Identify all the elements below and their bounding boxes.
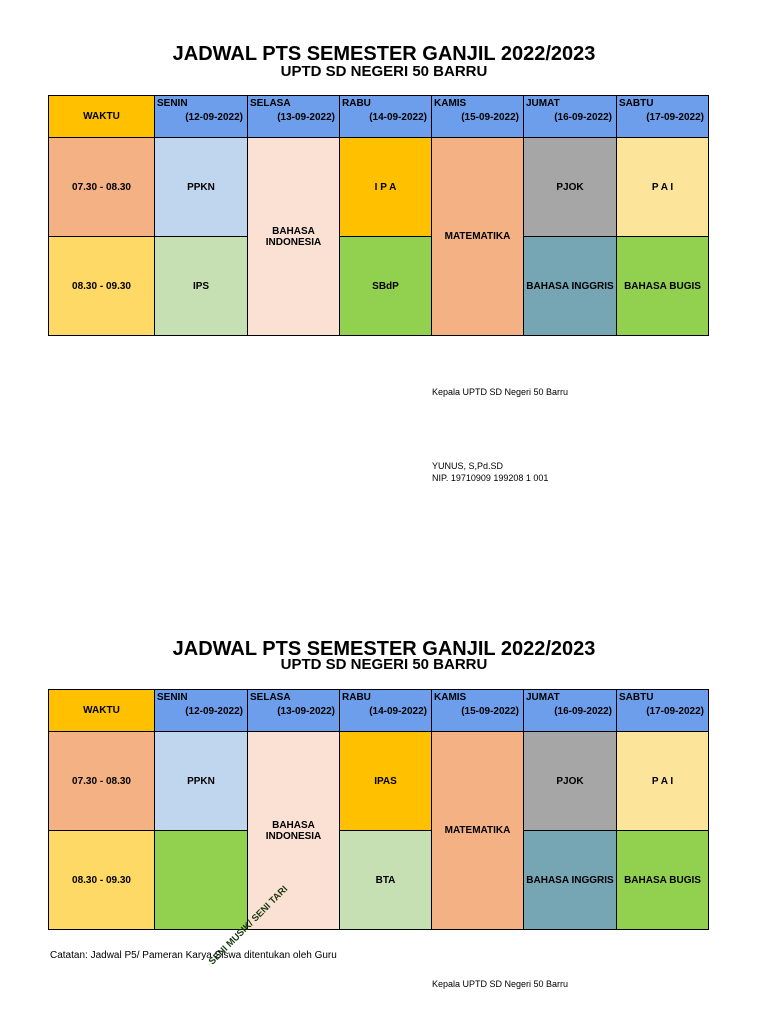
header-selasa: SELASA (13-09-2022) xyxy=(248,690,340,732)
schedule2-title: JADWAL PTS SEMESTER GANJIL 2022/2023 xyxy=(172,638,596,660)
header-jumat: JUMAT (16-09-2022) xyxy=(524,690,617,732)
cell-rabu-2: SBdP xyxy=(340,237,432,336)
cell-senin-1: PPKN xyxy=(155,138,248,237)
cell-senin-2 xyxy=(155,831,291,968)
cell-rabu-1: I P A xyxy=(340,138,432,237)
header-sabtu: SABTU (17-09-2022) xyxy=(617,690,709,732)
cell-sabtu-2: BAHASA BUGIS xyxy=(617,831,709,930)
cell-jumat-1: PJOK xyxy=(524,138,617,237)
header-senin: SENIN (12-09-2022) xyxy=(155,690,248,732)
cell-senin-1: PPKN xyxy=(155,732,248,831)
schedule1-table xyxy=(48,95,709,336)
cell-jumat-2: BAHASA INGGRIS xyxy=(524,831,617,930)
cell-kamis: MATEMATIKA xyxy=(432,138,524,336)
header-senin: SENIN (12-09-2022) xyxy=(155,96,248,138)
signature2-head-label: Kepala UPTD SD Negeri 50 Barru xyxy=(432,979,569,989)
cell-rabu-1: IPAS xyxy=(340,732,432,831)
header-jumat: JUMAT (16-09-2022) xyxy=(524,96,617,138)
cell-jumat-1: PJOK xyxy=(524,732,617,831)
cell-selasa: BAHASA INDONESIA xyxy=(248,138,340,336)
header-sabtu: SABTU (17-09-2022) xyxy=(617,96,709,138)
cell-rabu-2: BTA xyxy=(340,831,432,930)
time-slot-1: 07.30 - 08.30 xyxy=(49,732,155,831)
schedule2-subtitle: UPTD SD NEGERI 50 BARRU xyxy=(280,656,488,673)
header-rabu: RABU (14-09-2022) xyxy=(340,96,432,138)
time-slot-1: 07.30 - 08.30 xyxy=(49,138,155,237)
cell-selasa: BAHASA INDONESIA xyxy=(248,732,340,930)
schedule1-title: JADWAL PTS SEMESTER GANJIL 2022/2023 xyxy=(172,43,596,65)
cell-jumat-2: BAHASA INGGRIS xyxy=(524,237,617,336)
cell-senin-2: IPS xyxy=(155,237,248,336)
cell-sabtu-1: P A I xyxy=(617,138,709,237)
cell-sabtu-2: BAHASA BUGIS xyxy=(617,237,709,336)
cell-sabtu-1: P A I xyxy=(617,732,709,831)
seni-musik-tari-label: SENI MUSIK/ SENI TARI xyxy=(206,883,291,968)
header-rabu: RABU (14-09-2022) xyxy=(340,690,432,732)
header-waktu: WAKTU xyxy=(49,96,155,138)
time-slot-2: 08.30 - 09.30 xyxy=(49,237,155,336)
signature1-head-label: Kepala UPTD SD Negeri 50 Barru xyxy=(432,387,569,397)
cell-kamis: MATEMATIKA xyxy=(432,732,524,930)
catatan-note: Catatan: Jadwal P5/ Pameran Karya Siswa ditentukan oleh Guru xyxy=(50,950,337,961)
header-waktu: WAKTU xyxy=(49,690,155,732)
signature1-name: YUNUS, S,Pd.SD xyxy=(432,461,504,471)
header-kamis: KAMIS (15-09-2022) xyxy=(432,690,524,732)
time-slot-2: 08.30 - 09.30 xyxy=(49,831,155,930)
schedule1-subtitle: UPTD SD NEGERI 50 BARRU xyxy=(280,63,488,80)
header-selasa: SELASA (13-09-2022) xyxy=(248,96,340,138)
signature1-nip: NIP. 19710909 199208 1 001 xyxy=(432,473,549,483)
header-kamis: KAMIS (15-09-2022) xyxy=(432,96,524,138)
